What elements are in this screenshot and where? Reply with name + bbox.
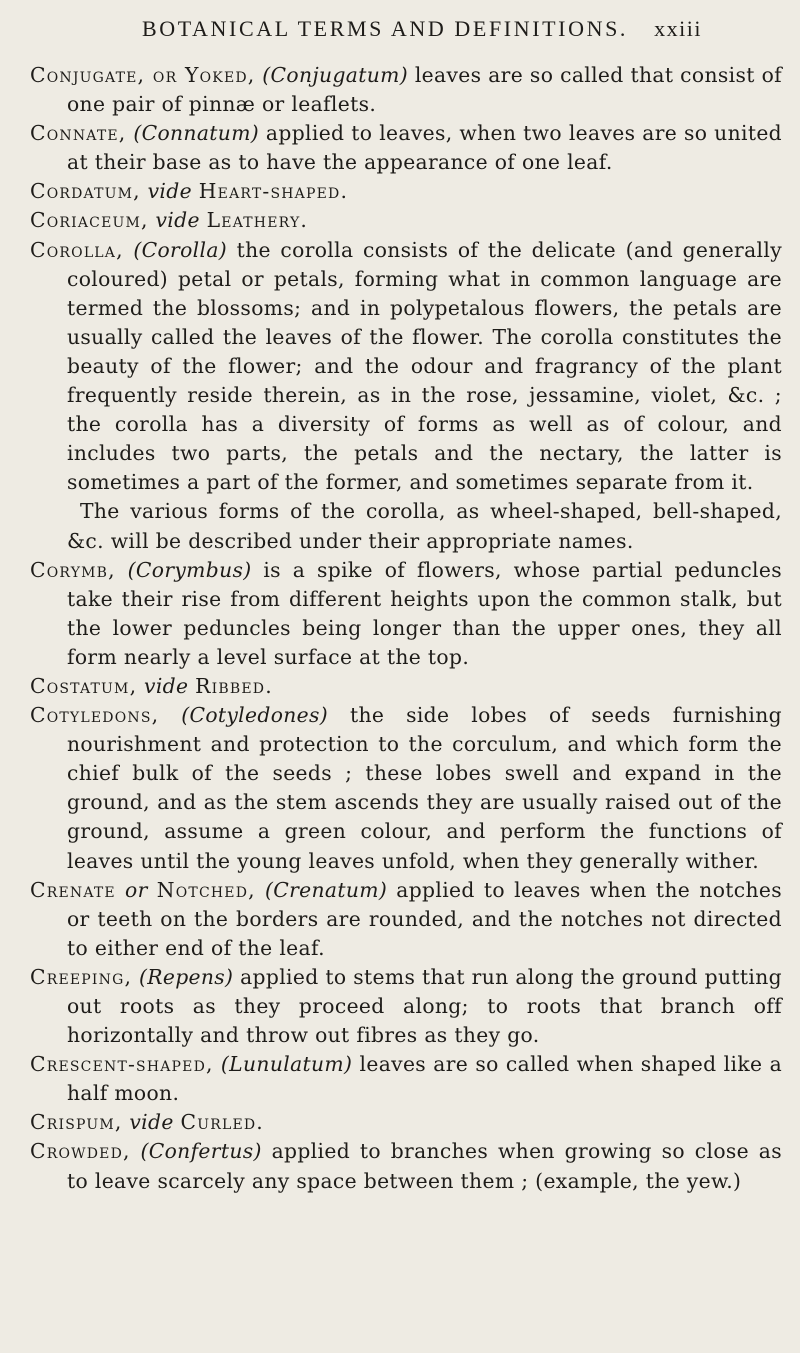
running-title: BOTANICAL TERMS AND DEFINITIONS. <box>142 16 628 41</box>
entry-cross-reference: Heart-shaped. <box>198 179 349 204</box>
glossary-entry-crescent-shaped <box>30 1050 782 1108</box>
glossary-entry-coriaceum <box>30 206 782 235</box>
entry-latin: (Repens) <box>138 964 234 989</box>
glossary-entry-cordatum <box>30 177 782 206</box>
entry-vide: vide <box>129 1110 174 1135</box>
entry-term: Corymb, <box>30 557 116 582</box>
entry-term: Crowded, <box>30 1139 131 1164</box>
entry-cross-reference: Curled. <box>180 1110 264 1135</box>
entry-term: Costatum, <box>30 673 138 698</box>
glossary-entry-corymb <box>30 556 782 672</box>
entry-term: Cordatum, <box>30 179 141 204</box>
glossary-entry-crowded <box>30 1137 782 1195</box>
running-header <box>142 12 702 46</box>
entry-cross-reference: Leathery. <box>206 208 309 233</box>
glossary-entries <box>30 61 782 1196</box>
entry-definition: is a spike of flowers, whose partial peduncles take their rise from different heights upon the common stalk, but the lower peduncles being longer than the upper ones, they all form nearly a level surface at the top. <box>67 557 782 669</box>
entry-definition: leaves are so called that consist of one pair of pinnæ or leaflets. <box>67 63 782 117</box>
glossary-entry-connate <box>30 119 782 177</box>
entry-term: Connate, <box>30 121 127 146</box>
entry-definition: the side lobes of seeds furnishing nourishment and protection to the corculum, and which form the chief bulk of the seeds ; these lobes swell and expand in the ground, and as the stem ascends they are usually raised out of the ground, assume a green colour, and perform the functions of leaves until the young leaves unfold, when they generally wither. <box>67 703 783 873</box>
glossary-entry-costatum <box>30 672 782 701</box>
entry-term: Conjugate, or Yoked, <box>30 63 256 87</box>
entry-connector: or <box>125 877 148 902</box>
glossary-entry-crispum <box>30 1108 782 1137</box>
page-number: xxiii <box>654 16 702 41</box>
entry-term: Corolla, <box>30 237 124 262</box>
entry-definition: applied to leaves when the notches or teeth on the borders are rounded, and the notches not directed to either end of the leaf. <box>67 877 783 960</box>
glossary-entry-corolla <box>30 236 782 556</box>
entry-latin: (Crenatum) <box>264 877 388 902</box>
entry-vide: vide <box>155 208 200 233</box>
entry-term: Cotyledons, <box>30 703 160 728</box>
glossary-entry-creeping <box>30 963 782 1050</box>
entry-latin: (Corymbus) <box>127 557 252 582</box>
entry-cross-reference: Ribbed. <box>195 673 273 698</box>
entry-latin: (Connatum) <box>133 121 260 146</box>
entry-vide: vide <box>147 179 192 204</box>
entry-term-alt: Notched, <box>156 877 256 902</box>
entry-latin: (Lunulatum) <box>220 1052 353 1077</box>
glossary-entry-crenate <box>30 876 782 963</box>
entry-vide: vide <box>144 673 189 698</box>
entry-latin: (Cotyledones) <box>181 703 329 728</box>
entry-term: Crispum, <box>30 1110 123 1135</box>
entry-definition: the corolla consists of the delicate (and generally coloured) petal or petals, forming what in common language are termed the blossoms; and in polypetalous flowers, the petals are usually called the leaves of the flower. The corolla constitutes the beauty of the flower; and the odour and fragrancy of the plant frequently reside therein, as in the rose, jessamine, violet, &c. ; the corolla has a diversity of forms as well as of colour, and includes two parts, the petals and the nectary, the latter is sometimes a part of the former, and sometimes separate from it. <box>67 237 783 495</box>
entry-term: Crenate <box>30 877 116 902</box>
entry-definition: leaves are so called when shaped like a half moon. <box>67 1052 783 1106</box>
entry-definition: applied to branches when growing so close as to leave scarcely any space between them ; (example, the yew.) <box>67 1139 783 1193</box>
entry-term: Creeping, <box>30 964 133 989</box>
entry-latin: (Conjugatum) <box>262 63 408 87</box>
entry-latin: (Confertus) <box>140 1139 262 1164</box>
entry-term: Crescent-shaped, <box>30 1052 214 1077</box>
entry-latin: (Corolla) <box>133 237 228 262</box>
glossary-entry-conjugate <box>30 61 782 119</box>
entry-term: Coriaceum, <box>30 208 149 233</box>
entry-definition: applied to stems that run along the ground putting out roots as they proceed along; to roots that branch off horizontally and throw out fibres as they go. <box>67 964 783 1048</box>
entry-definition: applied to leaves, when two leaves are so united at their base as to have the appearance of one leaf. <box>67 121 782 175</box>
entry-continuation: The various forms of the corolla, as wheel-shaped, bell-shaped, &c. will be described under their appropriate names. <box>67 499 782 553</box>
glossary-entry-cotyledons <box>30 701 782 876</box>
